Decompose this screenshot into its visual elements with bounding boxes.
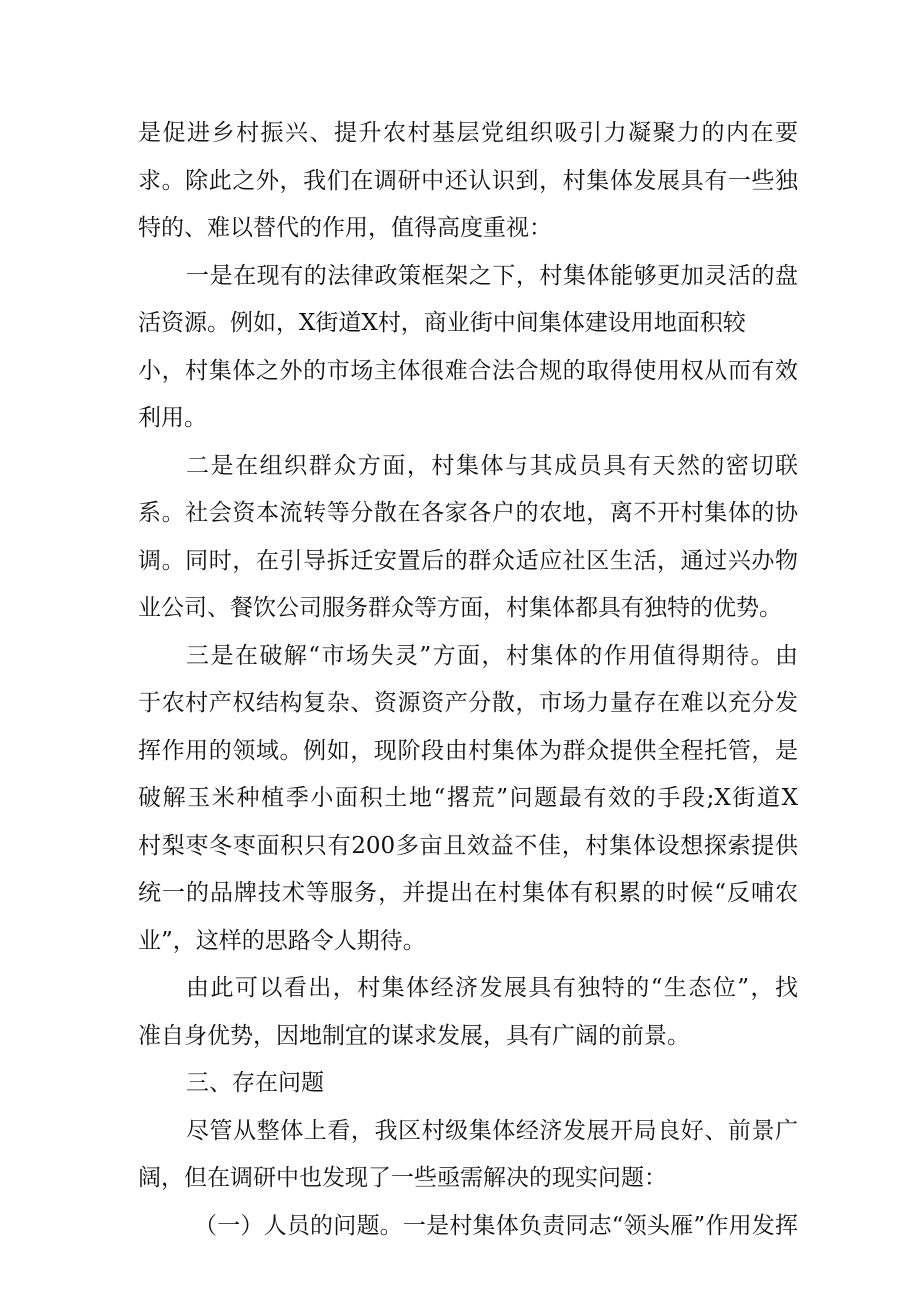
- text-line: 三是在破解“市场失灵”方面，村集体的作用值得期待。由: [186, 642, 798, 669]
- text-line: 业”，这样的思路令人期待。: [138, 927, 426, 954]
- text-line: 一是在现有的法律政策框架之下，村集体能够更加灵活的盘: [186, 262, 798, 289]
- text-line: 阔，但在调研中也发现了一些亟需解决的现实问题：: [138, 1165, 667, 1191]
- text-line: 尽管从整体上看，我区村级集体经济发展开局良好、前景广: [186, 1117, 798, 1144]
- text-line: 于农村产权结构复杂、资源资产分散，市场力量存在难以充分发: [138, 690, 798, 716]
- document-body: [138, 110, 798, 1250]
- text-line: 调。同时，在引导拆迁安置后的群众适应社区生活，通过兴办物: [138, 547, 798, 574]
- text-line: 活资源。例如，X街道X村，商业街中间集体建设用地面积较: [138, 310, 746, 336]
- text-line: 挥作用的领域。例如，现阶段由村集体为群众提供全程托管，是: [138, 737, 798, 764]
- text-line: （一）人员的问题。一是村集体负责同志“领头雁”作用发挥: [194, 1212, 798, 1239]
- text-line: 系。社会资本流转等分散在各家各户的农地，离不开村集体的协: [138, 500, 798, 526]
- text-line: 村梨枣冬枣面积只有200多亩且效益不佳，村集体设想探索提供: [138, 832, 798, 859]
- text-line: 二是在组织群众方面，村集体与其成员具有天然的密切联: [186, 452, 798, 479]
- text-line: 统一的品牌技术等服务，并提出在村集体有积累的时候“反哺农: [138, 880, 798, 906]
- text-line: 特的、难以替代的作用，值得高度重视：: [138, 215, 552, 241]
- text-line: 利用。: [138, 405, 207, 431]
- text-line: 小，村集体之外的市场主体很难合法合规的取得使用权从而有效: [138, 357, 798, 384]
- text-line: 由此可以看出，村集体经济发展具有独特的“生态位”，找: [186, 975, 798, 1001]
- text-line: 破解玉米种植季小面积土地“撂荒”问题最有效的手段;X街道X: [138, 785, 798, 811]
- text-line: 求。除此之外，我们在调研中还认识到，村集体发展具有一些独: [138, 167, 798, 194]
- text-line: 业公司、餐饮公司服务群众等方面，村集体都具有独特的优势。: [138, 595, 782, 621]
- section-heading: 三、存在问题: [186, 1070, 324, 1096]
- text-line: 是促进乡村振兴、提升农村基层党组织吸引力凝聚力的内在要: [138, 120, 798, 146]
- text-line: 准自身优势，因地制宜的谋求发展，具有广阔的前景。: [138, 1022, 690, 1049]
